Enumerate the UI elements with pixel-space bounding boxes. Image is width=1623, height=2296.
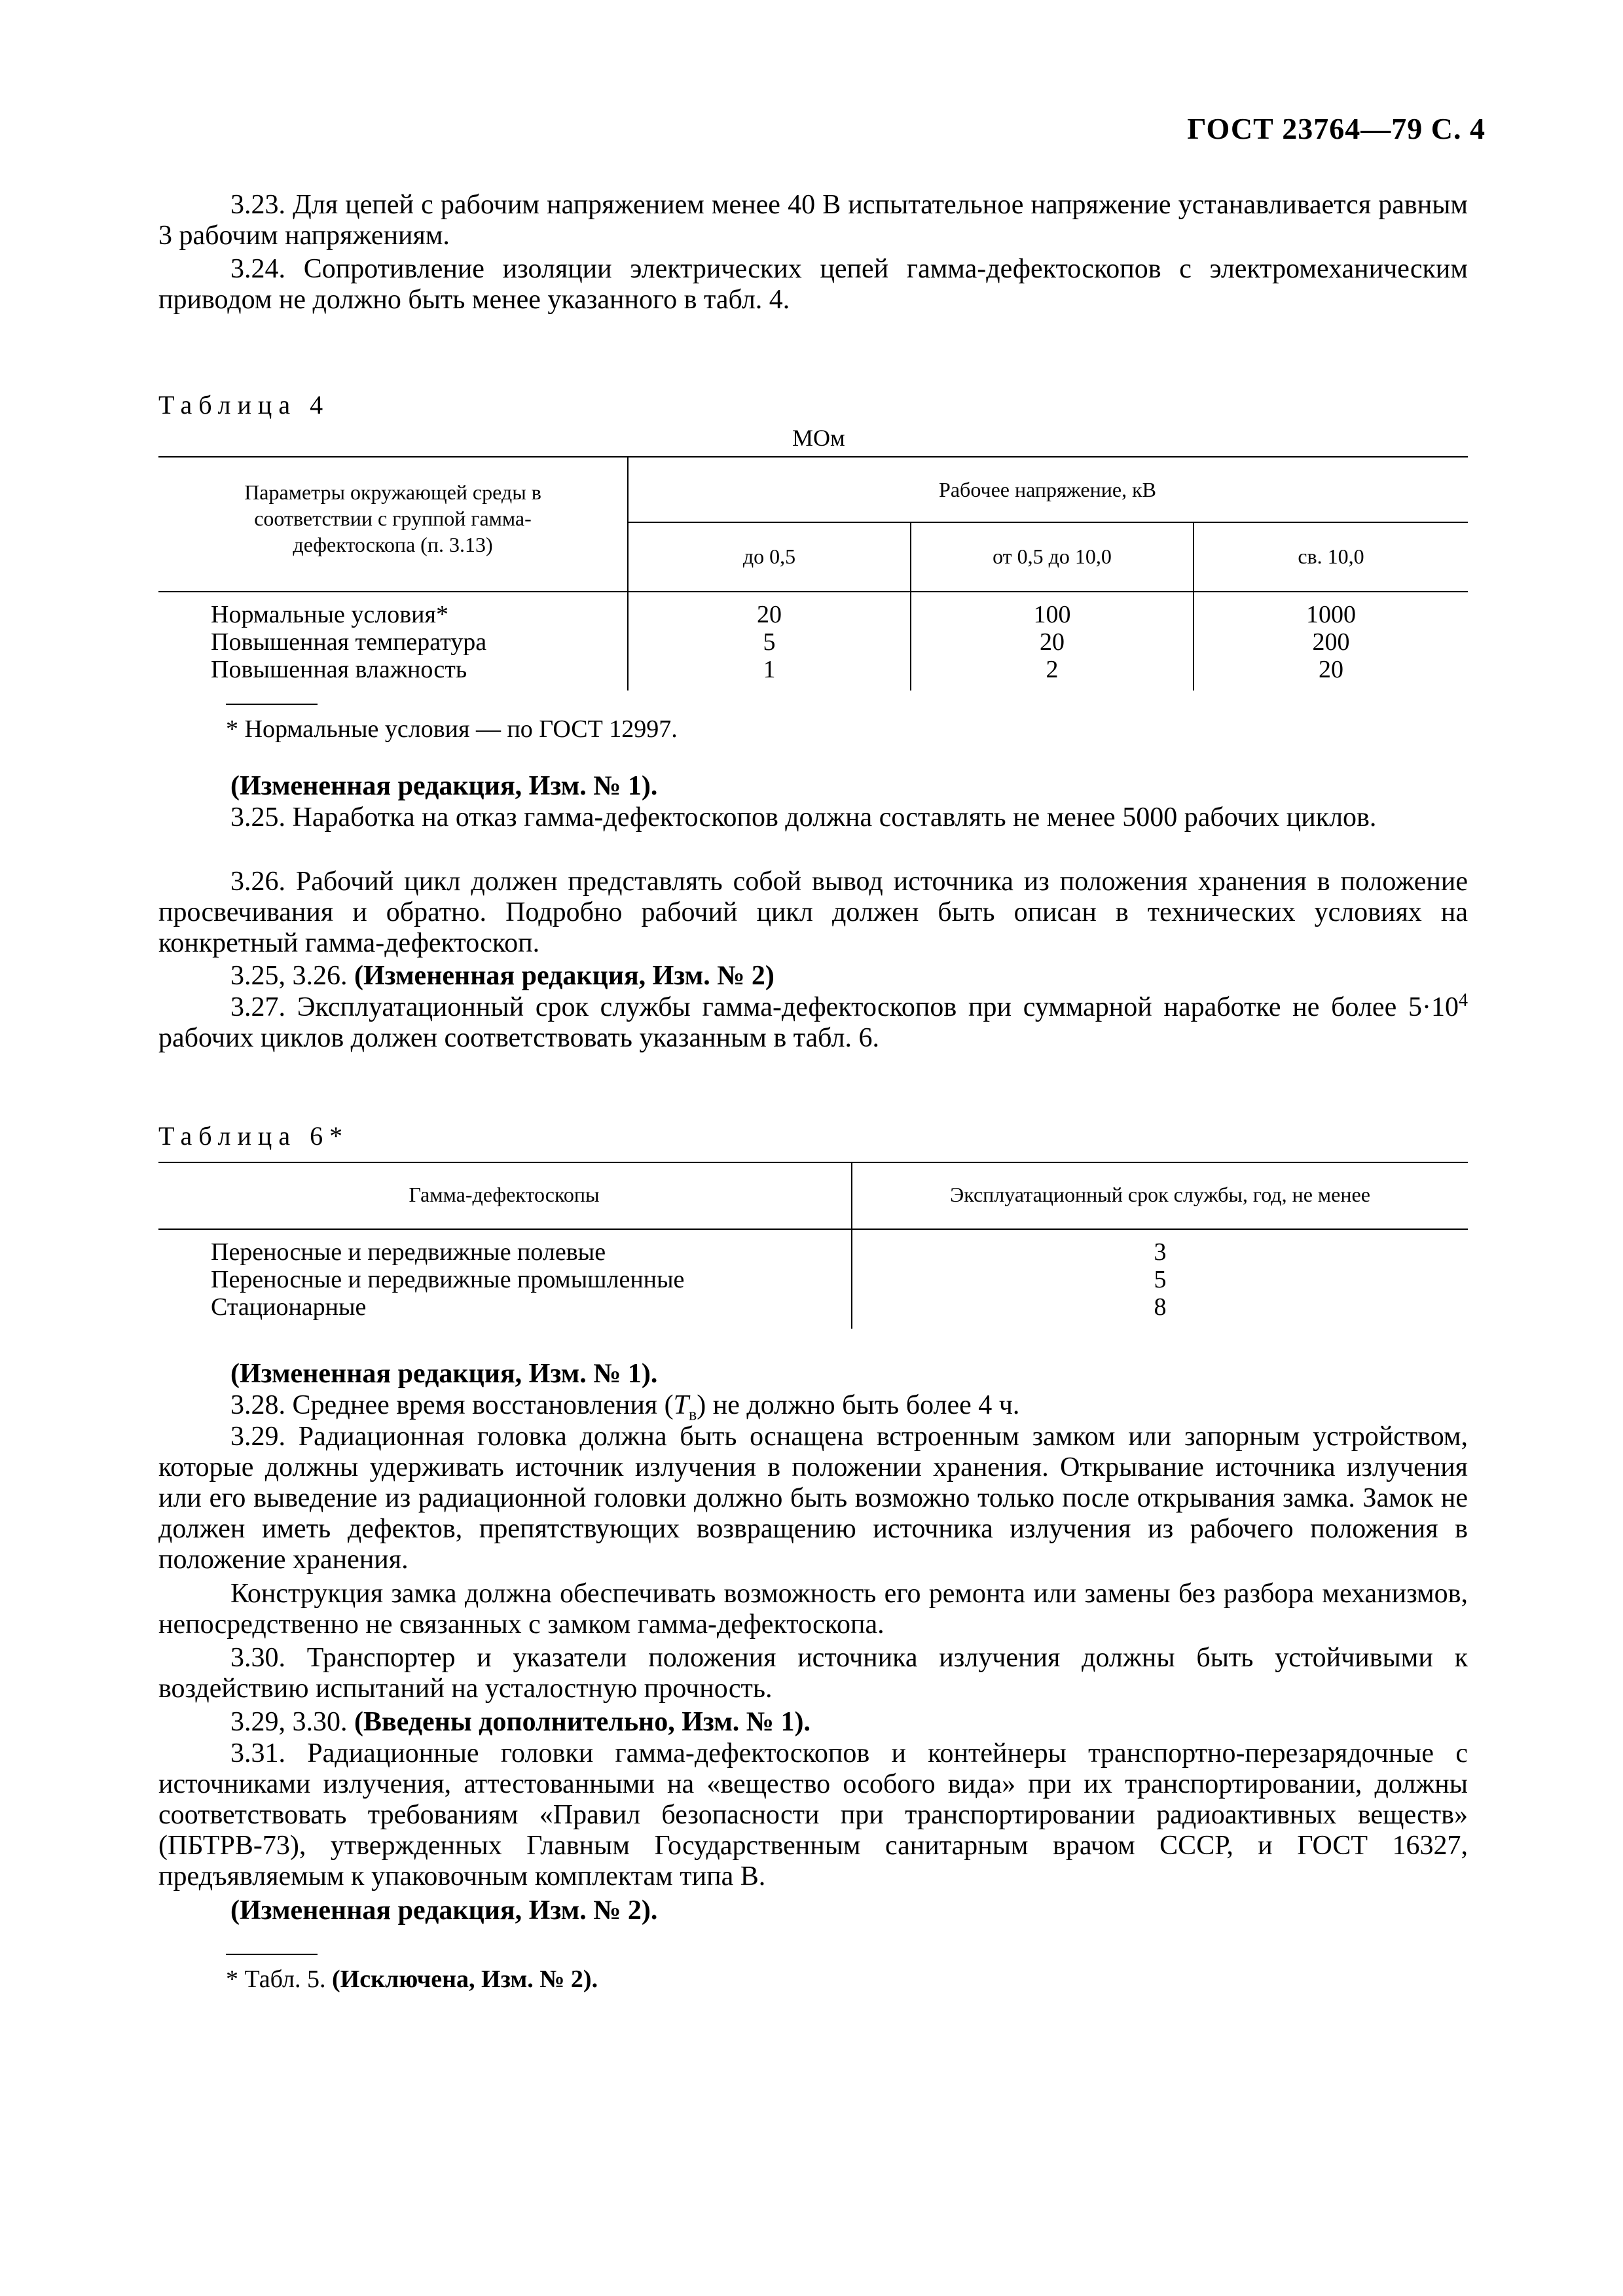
- paragraph-3-27-text-end: рабочих циклов должен соответствовать указанным в табл. 6.: [158, 1023, 879, 1053]
- table-4-caption: Таблица 4: [158, 390, 330, 420]
- table-4-mid-rule: [627, 522, 1468, 523]
- table-4-header-voltage: Рабочее напряжение, кВ: [939, 478, 1156, 501]
- paragraph-3-28-text: 3.28. Среднее время восстановления (: [230, 1390, 674, 1420]
- table-4-top-rule: [158, 456, 1468, 457]
- edit-note: (Измененная редакция, Изм. № 1).: [230, 771, 658, 801]
- page-header: ГОСТ 23764—79 С. 4: [1187, 112, 1486, 145]
- table-4-cell: 20: [757, 601, 782, 628]
- paragraph-3-25-3-26-note: [158, 961, 1468, 992]
- table-4-cell: 20: [1319, 656, 1343, 683]
- footnote-rule: [226, 1954, 318, 1955]
- section-numbers: 3.25, 3.26.: [230, 961, 348, 991]
- paragraph-3-29: 3.29. Радиационная головка должна быть оснащена встроенным замком или запорным устройством, которые должны удерживать источник излучения в положении хранения. Открывание источника излучения или его выведение из радиационной головки должно быть возможно только после открывания замка. Замок не должен иметь дефектов, препятствующих возвращению источника излучения из рабочего положения в положение хранения.: [158, 1422, 1468, 1575]
- table-4-unit: МОм: [792, 425, 845, 451]
- paragraph-3-27-text: 3.27. Эксплуатационный срок службы гамма-дефектоскопов при суммарной наработке не более 5·10: [230, 992, 1459, 1022]
- table-6-caption: Таблица 6*: [158, 1121, 350, 1151]
- table-6-header-rule: [158, 1229, 1468, 1230]
- page-footnote-note: (Исключена, Изм. № 2).: [331, 1965, 598, 1993]
- table-6-header-col2: Эксплуатационный срок службы, год, не менее: [950, 1183, 1370, 1206]
- table-4-subheader: до 0,5: [742, 545, 796, 568]
- paragraph-3-24: 3.24. Сопротивление изоляции электрических цепей гамма-дефектоскопов с электромеханическим приводом не должно быть менее указанного в табл. 4.: [158, 254, 1468, 315]
- table-6-top-rule: [158, 1162, 1468, 1163]
- paragraph-3-23: 3.23. Для цепей с рабочим напряжением менее 40 В испытательное напряжение устанавливается равным 3 рабочим напряжениям.: [158, 190, 1468, 251]
- table-6-cell: 3: [1154, 1238, 1167, 1266]
- edit-note: (Измененная редакция, Изм. № 1).: [230, 1359, 658, 1389]
- subscript: в: [688, 1405, 697, 1424]
- table-6-cell: 5: [1154, 1266, 1167, 1293]
- paragraph-3-28: [158, 1390, 1468, 1424]
- table-6-cell: 8: [1154, 1293, 1167, 1321]
- paragraph-3-29-3-30-note: [158, 1707, 1468, 1738]
- table-6-row-label: Переносные и передвижные промышленные: [211, 1266, 685, 1293]
- table-4-row-label: Повышенная температура: [211, 628, 487, 656]
- table-4-cell: 100: [1033, 601, 1071, 628]
- table-4-header-param: Параметры окружающей среды в соответствии с группой гамма-дефектоскопа (п. 3.13): [244, 480, 541, 556]
- edit-note: (Измененная редакция, Изм. № 2): [354, 961, 775, 991]
- table-4-row-label: Повышенная влажность: [211, 656, 467, 683]
- table-4-header-rule: [158, 591, 1468, 592]
- edit-note: (Измененная редакция, Изм. № 2).: [230, 1895, 658, 1926]
- paragraph-3-27: [158, 992, 1468, 1054]
- paragraph-3-28-text-end: ) не должно быть более 4 ч.: [697, 1390, 1020, 1420]
- table-4-cell: 200: [1312, 628, 1350, 656]
- footnote-rule: [226, 704, 318, 705]
- table-4-cell: 5: [763, 628, 776, 656]
- table-4-subheader: св. 10,0: [1298, 545, 1364, 568]
- table-4-cell: 2: [1046, 656, 1059, 683]
- table-4-row-label: Нормальные условия*: [211, 601, 448, 628]
- table-4-subheader: от 0,5 до 10,0: [993, 545, 1112, 568]
- table-4-footnote: * Нормальные условия — по ГОСТ 12997.: [226, 715, 678, 743]
- table-4-cell: 1000: [1306, 601, 1356, 628]
- exponent: 4: [1459, 990, 1468, 1011]
- paragraph-3-31: 3.31. Радиационные головки гамма-дефектоскопов и контейнеры транспортно-перезарядочные с источниками излучения, аттестованными на «вещество особого вида» при их транспортировании, должны соответствовать требованиям «Правил безопасности при транспортировании радиоактивных веществ» (ПБТРВ-73), утвержденных Главным Государственным санитарным врачом СССР, и ГОСТ 16327, предъявляемым к упаковочным комплектам типа В.: [158, 1738, 1468, 1892]
- table-6-row-label: Переносные и передвижные полевые: [211, 1238, 606, 1266]
- section-numbers: 3.29, 3.30.: [230, 1707, 348, 1737]
- table-6-row-label: Стационарные: [211, 1293, 367, 1321]
- table-4-cell: 20: [1040, 628, 1065, 656]
- edit-note: (Введены дополнительно, Изм. № 1).: [354, 1707, 811, 1737]
- page-footnote: [226, 1965, 598, 1994]
- paragraph-3-30: 3.30. Транспортер и указатели положения источника излучения должны быть устойчивыми к воздействию испытаний на усталостную прочность.: [158, 1643, 1468, 1704]
- paragraph-3-29-continued: Конструкция замка должна обеспечивать возможность его ремонта или замены без разбора механизмов, непосредственно не связанных с замком гамма-дефектоскопа.: [158, 1579, 1468, 1640]
- page-footnote-ref: * Табл. 5.: [226, 1965, 326, 1993]
- symbol-t: T: [673, 1390, 689, 1420]
- table-4-cell: 1: [763, 656, 776, 683]
- paragraph-3-25: 3.25. Наработка на отказ гамма-дефектоскопов должна составлять не менее 5000 рабочих циклов.: [230, 802, 1377, 833]
- table-6-header-col1: Гамма-дефектоскопы: [409, 1183, 600, 1206]
- paragraph-3-26: 3.26. Рабочий цикл должен представлять собой вывод источника из положения хранения в положение просвечивания и обратно. Подробно рабочий цикл должен быть описан в технических условиях на конкретный гамма-дефектоскоп.: [158, 867, 1468, 958]
